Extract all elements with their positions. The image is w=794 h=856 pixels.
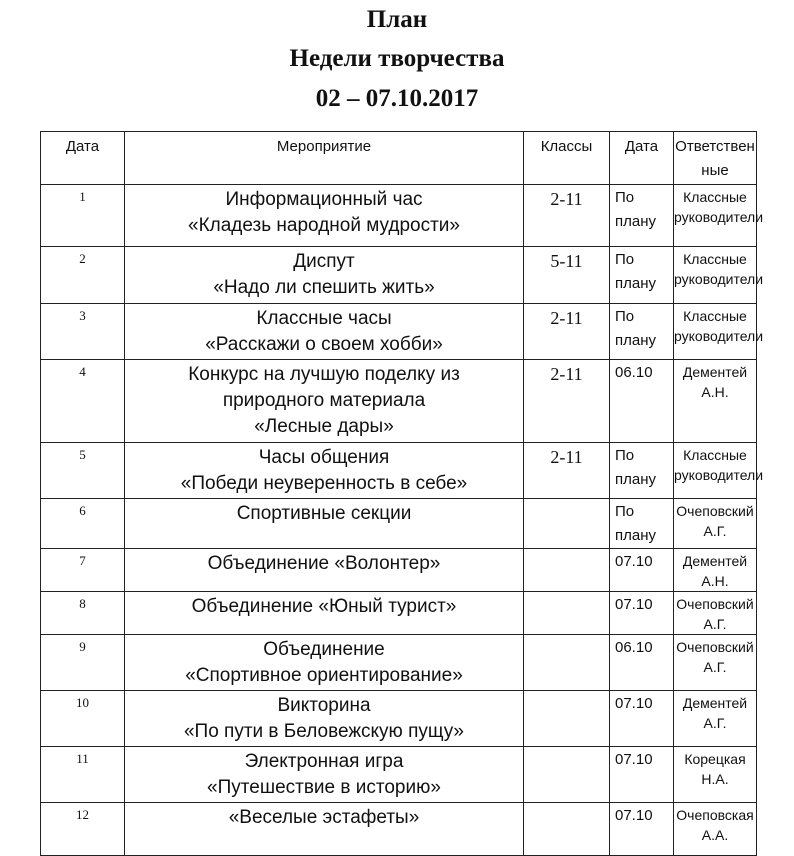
responsible-cell-line: А.Г. [703, 715, 727, 731]
row-number: 2 [41, 247, 125, 304]
col-header-event: Мероприятие [125, 132, 524, 185]
plan-title: План [366, 6, 428, 33]
date-cell-line: плану [615, 471, 657, 488]
row-number: 5 [41, 443, 125, 499]
table-row [41, 635, 757, 691]
responsible-cell-line: А.Н. [701, 384, 729, 400]
event-cell-line: «Лесные дары» [254, 416, 394, 437]
date-cell-line: 07.10 [615, 596, 653, 613]
responsible-cell-line: Классные [683, 189, 747, 205]
date-cell [610, 247, 674, 304]
event-cell [125, 635, 524, 691]
responsible-cell [674, 304, 764, 360]
date-cell-line: плану [615, 332, 657, 349]
event-cell-line: Объединение «Юный турист» [191, 596, 457, 617]
responsible-cell [674, 185, 764, 247]
responsible-cell-line: руководители [674, 271, 764, 287]
date-cell-line: плану [615, 527, 657, 544]
responsible-cell [674, 803, 757, 856]
date-cell-line: 06.10 [615, 639, 653, 656]
event-cell-line: Классные часы [256, 308, 392, 329]
responsible-cell-line: Н.А. [701, 771, 729, 787]
responsible-cell-line: Очеповская [676, 807, 754, 823]
date-cell [610, 499, 674, 549]
date-cell [610, 185, 674, 247]
responsible-cell-line: руководители [674, 328, 764, 344]
row-number: 12 [41, 803, 125, 856]
event-cell-line: Информационный час [225, 189, 423, 210]
classes-cell [524, 592, 610, 635]
event-cell-line: «Кладезь народной мудрости» [188, 215, 460, 236]
event-cell-line: Часы общения [258, 447, 390, 468]
col-header-responsible [674, 132, 757, 185]
responsible-cell [674, 691, 757, 747]
responsible-cell-line: А.А. [701, 827, 729, 843]
date-cell [610, 360, 674, 443]
responsible-cell-line: Дементей [682, 695, 748, 711]
event-cell [125, 304, 524, 360]
responsible-cell-line: А.Г. [703, 659, 727, 675]
responsible-cell-line: Дементей [682, 364, 748, 380]
table-row [41, 304, 757, 360]
event-cell-line: «Расскажи о своем хобби» [205, 334, 443, 355]
responsible-cell [674, 747, 757, 803]
classes-cell [524, 803, 610, 856]
event-cell [125, 185, 524, 247]
classes-cell: 5-11 [524, 247, 610, 304]
date-cell [610, 635, 674, 691]
row-number: 8 [41, 592, 125, 635]
classes-cell: 2-11 [524, 304, 610, 360]
event-cell [125, 360, 524, 443]
table-row [41, 360, 757, 443]
date-cell-line: 07.10 [615, 553, 653, 570]
responsible-cell-line: руководители [674, 209, 764, 225]
table-header-row [41, 132, 757, 185]
date-cell-line: 07.10 [615, 751, 653, 768]
table-row [41, 247, 757, 304]
date-cell-line: плану [615, 213, 657, 230]
event-cell [125, 549, 524, 592]
event-cell-line: «Победи неуверенность в себе» [180, 473, 468, 494]
event-cell-line: Спортивные секции [236, 503, 412, 524]
responsible-cell-line: А.Н. [701, 573, 729, 589]
event-cell [125, 691, 524, 747]
responsible-cell-line: Очеповский [676, 503, 754, 519]
responsible-cell [674, 360, 757, 443]
row-number: 6 [41, 499, 125, 549]
col-header-responsible-part1: Ответствен [675, 138, 755, 155]
classes-cell [524, 747, 610, 803]
responsible-cell [674, 443, 764, 499]
row-number: 10 [41, 691, 125, 747]
date-cell [610, 304, 674, 360]
event-cell-line: «Путешествие в историю» [207, 777, 441, 798]
event-cell [125, 499, 524, 549]
row-number: 11 [41, 747, 125, 803]
col-header-responsible-part2: ные [701, 162, 729, 179]
classes-cell [524, 549, 610, 592]
responsible-cell-line: Дементей [682, 553, 748, 569]
col-header-date: Дата [41, 132, 125, 185]
table-row [41, 592, 757, 635]
table-row [41, 499, 757, 549]
date-cell-line: По [615, 251, 635, 268]
date-cell-line: По [615, 308, 635, 325]
responsible-cell [674, 247, 764, 304]
date-cell-line: 07.10 [615, 807, 653, 824]
col-header-classes: Классы [524, 132, 610, 185]
responsible-cell [674, 499, 757, 549]
responsible-cell-line: А.Г. [703, 523, 727, 539]
table-row [41, 803, 757, 856]
event-cell-line: Викторина [277, 695, 371, 716]
classes-cell [524, 635, 610, 691]
event-cell-line: природного материала [222, 390, 426, 411]
event-cell [125, 803, 524, 856]
date-cell-line: По [615, 189, 635, 206]
row-number: 1 [41, 185, 125, 247]
table-row [41, 185, 757, 247]
classes-cell: 2-11 [524, 443, 610, 499]
events-table [40, 131, 764, 856]
table-row [41, 549, 757, 592]
responsible-cell-line: Очеповский [676, 596, 754, 612]
event-cell-line: «По пути в Беловежскую пущу» [183, 721, 464, 742]
plan-dates: 02 – 07.10.2017 [315, 85, 479, 112]
responsible-cell-line: Классные [683, 251, 747, 267]
plan-subtitle: Недели творчества [289, 45, 505, 72]
date-cell-line: 06.10 [615, 364, 653, 381]
responsible-cell-line: Классные [683, 447, 747, 463]
date-cell-line: По [615, 447, 635, 464]
row-number: 4 [41, 360, 125, 443]
table-row [41, 691, 757, 747]
event-cell [125, 247, 524, 304]
classes-cell [524, 691, 610, 747]
date-cell [610, 803, 674, 856]
responsible-cell [674, 592, 757, 635]
responsible-cell-line: Классные [683, 308, 747, 324]
responsible-cell [674, 635, 757, 691]
responsible-cell-line: Корецкая [684, 751, 746, 767]
table-row [41, 747, 757, 803]
event-cell-line: «Надо ли спешить жить» [213, 277, 435, 298]
date-cell-line: 07.10 [615, 695, 653, 712]
col-header-date2: Дата [610, 132, 674, 185]
event-cell-line: Электронная игра [244, 751, 404, 772]
event-cell [125, 592, 524, 635]
date-cell [610, 691, 674, 747]
event-cell-line: «Спортивное ориентирование» [185, 665, 463, 686]
table-row [41, 443, 757, 499]
responsible-cell-line: Очеповский [676, 639, 754, 655]
responsible-cell-line: А.Г. [703, 616, 727, 632]
date-cell [610, 747, 674, 803]
event-cell-line: «Веселые эстафеты» [228, 807, 420, 828]
event-cell-line: Объединение [263, 639, 385, 660]
event-cell-line: Диспут [293, 251, 355, 272]
responsible-cell [674, 549, 757, 592]
event-cell-line: Объединение «Волонтер» [207, 553, 441, 574]
event-cell [125, 747, 524, 803]
responsible-cell-line: руководители [674, 467, 764, 483]
classes-cell [524, 499, 610, 549]
date-cell-line: плану [615, 275, 657, 292]
event-cell-line: Конкурс на лучшую поделку из [188, 364, 460, 385]
date-cell [610, 592, 674, 635]
classes-cell: 2-11 [524, 185, 610, 247]
row-number: 3 [41, 304, 125, 360]
row-number: 9 [41, 635, 125, 691]
event-cell [125, 443, 524, 499]
row-number: 7 [41, 549, 125, 592]
classes-cell: 2-11 [524, 360, 610, 443]
date-cell-line: По [615, 503, 635, 520]
date-cell [610, 443, 674, 499]
date-cell [610, 549, 674, 592]
